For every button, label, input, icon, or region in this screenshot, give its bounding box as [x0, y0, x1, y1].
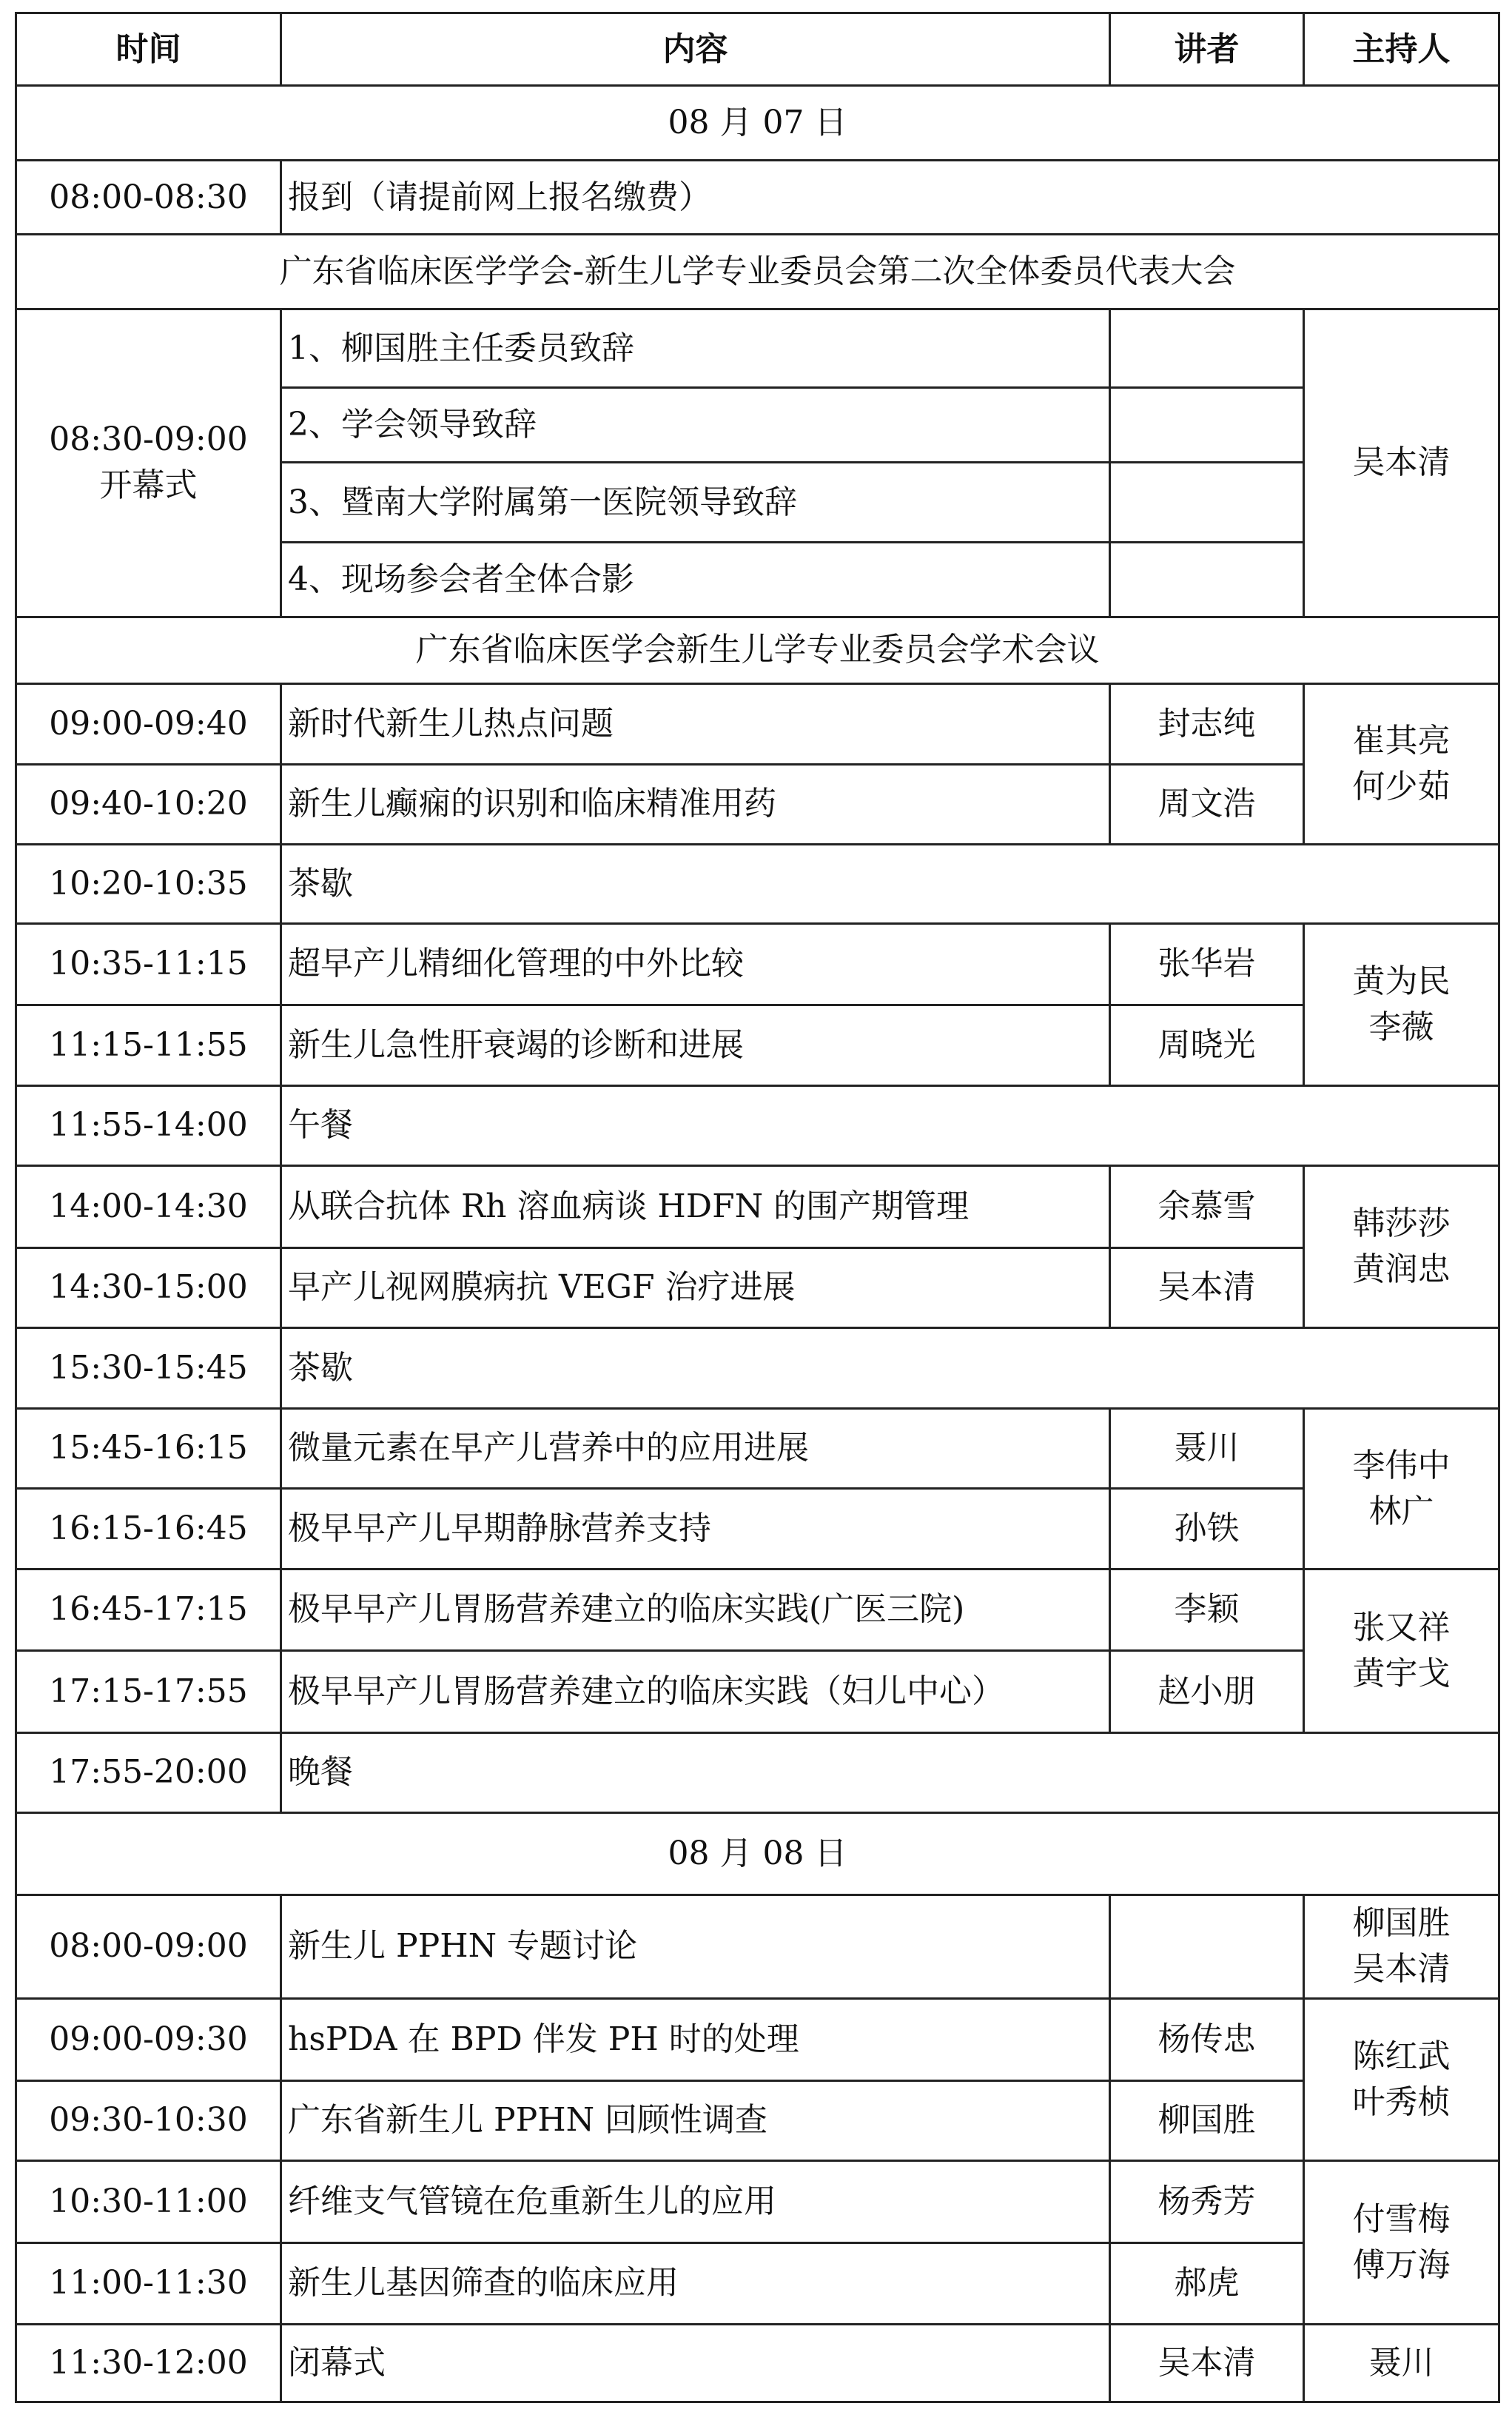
agenda-table — [15, 12, 1500, 2403]
table-row — [16, 1895, 1499, 1999]
time-cell: 11:00-11:30 — [16, 2242, 281, 2325]
time-cell: 09:00-09:30 — [16, 1999, 281, 2081]
content-cell: 从联合抗体 Rh 溶血病谈 HDFN 的围产期管理 — [281, 1166, 1110, 1248]
opening-item: 4、现场参会者全体合影 — [281, 543, 1110, 617]
table-row — [16, 160, 1499, 234]
break-row — [16, 1328, 1499, 1409]
content-cell: 纤维支气管镜在危重新生儿的应用 — [281, 2161, 1110, 2243]
host-cell — [1304, 2161, 1499, 2325]
host-cell — [1304, 1569, 1499, 1732]
speaker-cell: 赵小朋 — [1110, 1651, 1304, 1733]
host-cell — [1304, 1166, 1499, 1328]
header-speaker: 讲者 — [1110, 13, 1304, 86]
time-cell: 10:30-11:00 — [16, 2161, 281, 2243]
content-cell: 新生儿 PPHN 专题讨论 — [281, 1895, 1110, 1999]
host-name: 吴本清 — [1352, 1950, 1451, 1989]
speaker-cell: 余慕雪 — [1110, 1166, 1304, 1248]
host-name: 柳国胜 — [1352, 1904, 1451, 1943]
speaker-cell: 杨传忠 — [1110, 1999, 1304, 2081]
speaker-cell — [1110, 388, 1304, 462]
host-cell — [1304, 1895, 1499, 1999]
time-cell: 14:30-15:00 — [16, 1247, 281, 1328]
session-title: 广东省临床医学会新生儿学专业委员会学术会议 — [16, 617, 1499, 683]
break-cell: 午餐 — [281, 1085, 1499, 1166]
host-name: 傅万海 — [1352, 2246, 1451, 2285]
speaker-cell: 吴本清 — [1110, 1247, 1304, 1328]
time-cell: 09:30-10:30 — [16, 2080, 281, 2161]
time-cell: 14:00-14:30 — [16, 1166, 281, 1248]
time-cell: 08:00-08:30 — [16, 160, 281, 234]
table-row — [16, 1489, 1499, 1570]
speaker-cell: 孙铁 — [1110, 1489, 1304, 1570]
table-row — [16, 1651, 1499, 1733]
host-cell: 吴本清 — [1304, 309, 1499, 617]
header-row — [16, 13, 1499, 86]
content-cell: 新时代新生儿热点问题 — [281, 684, 1110, 765]
session-title: 广东省临床医学学会-新生儿学专业委员会第二次全体委员代表大会 — [16, 235, 1499, 309]
time-cell: 11:30-12:00 — [16, 2325, 281, 2402]
speaker-cell: 吴本清 — [1110, 2325, 1304, 2402]
table-row — [16, 2161, 1499, 2243]
time-cell: 17:55-20:00 — [16, 1732, 281, 1813]
speaker-cell: 周文浩 — [1110, 764, 1304, 845]
content-cell: 极早早产儿胃肠营养建立的临床实践(广医三院) — [281, 1569, 1110, 1651]
speaker-cell — [1110, 543, 1304, 617]
content-cell: 微量元素在早产儿营养中的应用进展 — [281, 1408, 1110, 1489]
host-name: 崔其亮 — [1352, 722, 1451, 760]
host-name: 黄宇戈 — [1352, 1654, 1451, 1692]
speaker-cell — [1110, 309, 1304, 387]
host-cell — [1304, 1408, 1499, 1569]
time-cell: 08:00-09:00 — [16, 1895, 281, 1999]
break-cell: 茶歇 — [281, 845, 1499, 923]
host-cell — [1304, 684, 1499, 845]
speaker-cell: 封志纯 — [1110, 684, 1304, 765]
table-row — [16, 1408, 1499, 1489]
host-cell: 聂川 — [1304, 2325, 1499, 2402]
table-row — [16, 684, 1499, 765]
time-cell: 09:40-10:20 — [16, 764, 281, 845]
opening-time: 08:30-09:00 — [49, 421, 248, 459]
opening-label: 开幕式 — [99, 466, 198, 505]
speaker-cell: 聂川 — [1110, 1408, 1304, 1489]
time-cell: 15:30-15:45 — [16, 1328, 281, 1409]
content-cell: 极早早产儿早期静脉营养支持 — [281, 1489, 1110, 1570]
host-name: 何少茹 — [1352, 768, 1451, 806]
content-cell: 闭幕式 — [281, 2325, 1110, 2402]
host-name: 陈红武 — [1352, 2037, 1451, 2076]
table-row — [16, 764, 1499, 845]
session-row — [16, 235, 1499, 309]
table-row — [16, 2080, 1499, 2161]
break-cell: 茶歇 — [281, 1328, 1499, 1409]
speaker-cell: 张华岩 — [1110, 923, 1304, 1005]
host-name: 黄为民 — [1352, 962, 1451, 1000]
date-day2: 08 月 08 日 — [16, 1813, 1499, 1895]
host-cell — [1304, 1999, 1499, 2161]
table-row — [16, 1247, 1499, 1328]
table-row — [16, 2242, 1499, 2325]
time-cell: 10:20-10:35 — [16, 845, 281, 923]
header-time: 时间 — [16, 13, 281, 86]
speaker-cell: 杨秀芳 — [1110, 2161, 1304, 2243]
content-cell: 新生儿癫痫的识别和临床精准用药 — [281, 764, 1110, 845]
host-name: 叶秀桢 — [1352, 2083, 1451, 2122]
time-cell: 16:45-17:15 — [16, 1569, 281, 1651]
host-name: 黄润忠 — [1352, 1250, 1451, 1289]
break-cell: 晚餐 — [281, 1732, 1499, 1813]
host-name: 李薇 — [1368, 1008, 1434, 1046]
registration-cell: 报到（请提前网上报名缴费） — [281, 160, 1499, 234]
host-cell — [1304, 923, 1499, 1085]
host-name: 张又祥 — [1352, 1608, 1451, 1646]
date-day1: 08 月 07 日 — [16, 86, 1499, 160]
speaker-cell: 周晓光 — [1110, 1005, 1304, 1086]
speaker-cell: 柳国胜 — [1110, 2080, 1304, 2161]
content-cell: 新生儿基因筛查的临床应用 — [281, 2242, 1110, 2325]
time-cell: 11:55-14:00 — [16, 1085, 281, 1166]
header-content: 内容 — [281, 13, 1110, 86]
break-row — [16, 1085, 1499, 1166]
opening-item: 3、暨南大学附属第一医院领导致辞 — [281, 462, 1110, 543]
content-cell: 广东省新生儿 PPHN 回顾性调查 — [281, 2080, 1110, 2161]
time-cell: 17:15-17:55 — [16, 1651, 281, 1733]
date-row — [16, 1813, 1499, 1895]
table-row — [16, 309, 1499, 387]
table-row — [16, 2325, 1499, 2402]
speaker-cell: 李颖 — [1110, 1569, 1304, 1651]
table-row — [16, 1569, 1499, 1651]
host-name: 韩莎莎 — [1352, 1205, 1451, 1243]
time-cell: 11:15-11:55 — [16, 1005, 281, 1086]
content-cell: 新生儿急性肝衰竭的诊断和进展 — [281, 1005, 1110, 1086]
time-cell: 10:35-11:15 — [16, 923, 281, 1005]
date-row — [16, 86, 1499, 160]
header-host: 主持人 — [1304, 13, 1499, 86]
time-cell: 16:15-16:45 — [16, 1489, 281, 1570]
table-row — [16, 1999, 1499, 2081]
content-cell: 超早产儿精细化管理的中外比较 — [281, 923, 1110, 1005]
break-row — [16, 1732, 1499, 1813]
host-name: 李伟中 — [1352, 1446, 1451, 1484]
speaker-cell — [1110, 462, 1304, 543]
table-row — [16, 923, 1499, 1005]
opening-item: 1、柳国胜主任委员致辞 — [281, 309, 1110, 387]
speaker-cell — [1110, 1895, 1304, 1999]
table-row — [16, 1166, 1499, 1248]
time-cell: 15:45-16:15 — [16, 1408, 281, 1489]
opening-item: 2、学会领导致辞 — [281, 388, 1110, 462]
host-name: 林广 — [1368, 1492, 1434, 1530]
opening-time-cell — [16, 309, 281, 617]
time-cell: 09:00-09:40 — [16, 684, 281, 765]
host-name: 付雪梅 — [1352, 2200, 1451, 2239]
content-cell: 早产儿视网膜病抗 VEGF 治疗进展 — [281, 1247, 1110, 1328]
break-row — [16, 845, 1499, 923]
table-row — [16, 1005, 1499, 1086]
session-row — [16, 617, 1499, 683]
content-cell: 极早早产儿胃肠营养建立的临床实践（妇儿中心） — [281, 1651, 1110, 1733]
content-cell: hsPDA 在 BPD 伴发 PH 时的处理 — [281, 1999, 1110, 2081]
speaker-cell: 郝虎 — [1110, 2242, 1304, 2325]
